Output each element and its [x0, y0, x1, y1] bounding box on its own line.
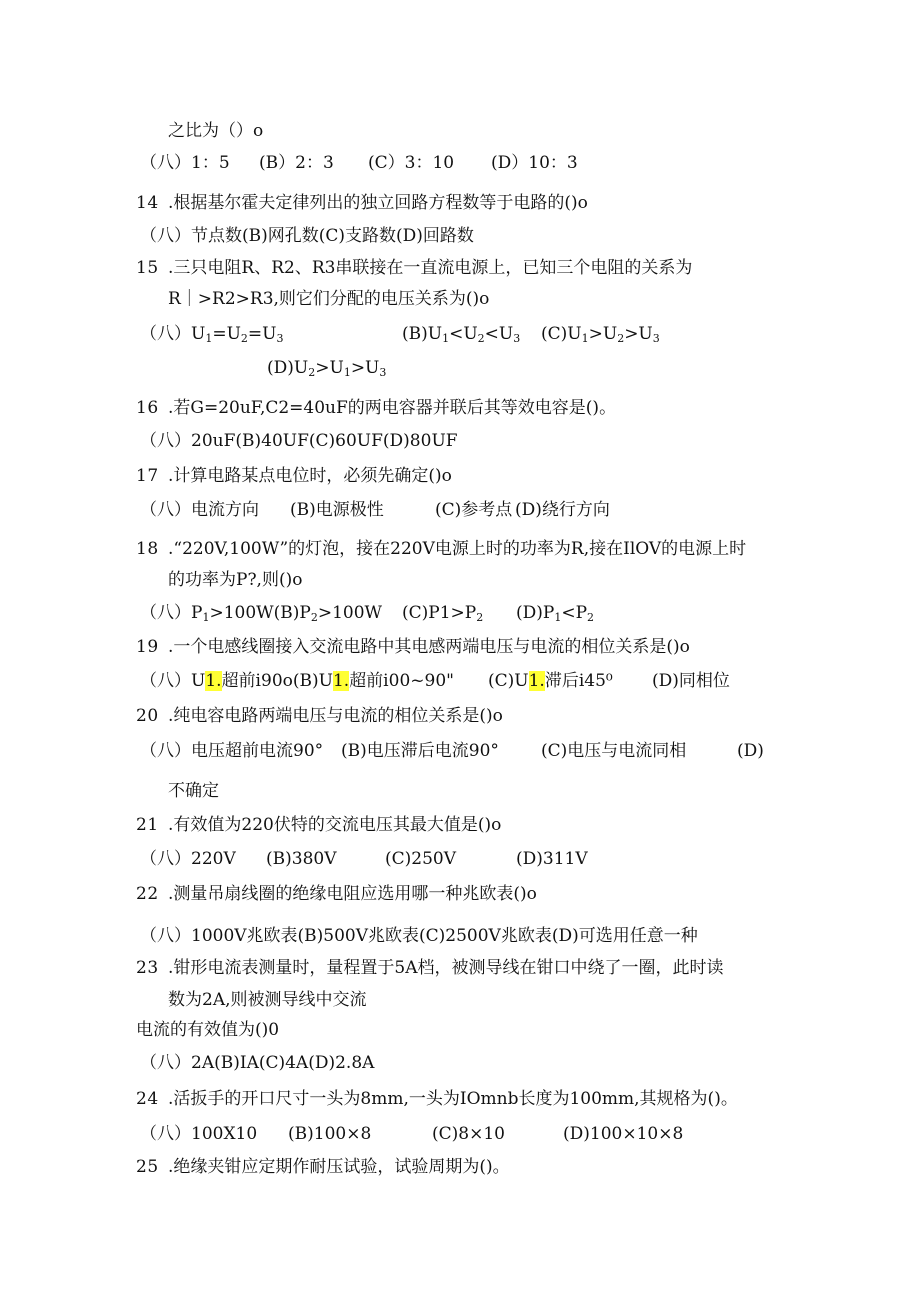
question-text-cont: 数为2A,则被测导线中交流 — [168, 990, 367, 1010]
question-number: 15 — [136, 258, 159, 278]
question-text: .若G=20uF,C2=40uF的两电容器并联后其等效电容是()。 — [168, 398, 617, 418]
option-b: (B）2：3 — [259, 153, 334, 173]
question-text: .三只电阻R、R2、R3串联接在一直流电源上，已知三个电阻的关系为 — [168, 258, 693, 278]
question-text: .测量吊扇线圈的绝缘电阻应选用哪一种兆欧表()o — [168, 884, 537, 904]
option-d: (D) — [737, 741, 764, 761]
options-line: （八）20uF(B)40UF(C)60UF(D)80UF — [140, 431, 458, 451]
option-d: $(D)U_2>U_1>U_3$ — [267, 358, 387, 379]
question-number: 19 — [136, 637, 159, 657]
question-number: 21 — [136, 815, 159, 835]
option-d: (D)绕行方向 — [515, 500, 610, 520]
option-a-b: （八）$P_1>100W(B)P_2>100W$ — [140, 603, 382, 624]
option-b: (B)100×8 — [288, 1124, 372, 1144]
option-c: (C)参考点 — [435, 500, 513, 520]
option-c: $(C)P1>P_2$ — [402, 603, 484, 624]
continuation-line: 之比为（）o — [168, 121, 264, 141]
question-text-cont: 电流的有效值为()0 — [136, 1020, 280, 1040]
option-d: (D)311V — [516, 849, 588, 869]
option-d: $(D)P_1<P_2$ — [516, 603, 595, 624]
option-b: (B)380V — [266, 849, 337, 869]
question-number: 17 — [136, 466, 159, 486]
highlight-mark: 1. — [205, 671, 222, 691]
option-a-b: （八）U1.超前i90o(B)U1.超前i00~90" — [140, 671, 454, 691]
question-number: 16 — [136, 398, 159, 418]
option-c: (C)电压与电流同相 — [541, 741, 687, 761]
options-line: （八）2A(B)IA(C)4A(D)2.8A — [140, 1053, 375, 1073]
highlight-mark: 1. — [528, 671, 545, 691]
option-b: $(B)U_1<U_2<U_3$ — [402, 324, 521, 345]
option-b: (B)电压滞后电流90° — [341, 741, 499, 761]
option-b: (B)电源极性 — [290, 500, 384, 520]
option-c: (C）3：10 — [368, 153, 455, 173]
question-text-cont: 的功率为P?,则()o — [168, 570, 303, 590]
option-a: （八）电流方向 — [140, 500, 259, 520]
question-text: .纯电容电路两端电压与电流的相位关系是()o — [168, 706, 503, 726]
question-number: 23 — [136, 958, 159, 978]
question-text: .计算电路某点电位时，必须先确定()o — [168, 466, 452, 486]
options-line: （八）1000V兆欧表(B)500V兆欧表(C)2500V兆欧表(D)可选用任意一种 — [140, 926, 698, 946]
question-text: .有效值为220伏特的交流电压其最大值是()o — [168, 815, 502, 835]
option-a: （八）$U_1=U_2=U_3$ — [140, 324, 284, 345]
question-number: 14 — [136, 193, 159, 213]
options-line: （八）节点数(B)网孔数(C)支路数(D)回路数 — [140, 226, 474, 246]
option-d-cont: 不确定 — [168, 781, 219, 801]
question-text: .根据基尔霍夫定律列出的独立回路方程数等于电路的()o — [168, 193, 588, 213]
option-a: （八）100X10 — [140, 1124, 258, 1144]
option-c: (C)250V — [385, 849, 456, 869]
option-d: (D)100×10×8 — [563, 1124, 684, 1144]
highlight-mark: 1. — [332, 671, 350, 691]
option-a: （八）1：5 — [140, 153, 230, 173]
question-text: .绝缘夹钳应定期作耐压试验，试验周期为()。 — [168, 1157, 510, 1177]
option-c: $(C)U_1>U_2>U_3$ — [541, 324, 660, 345]
option-c: (C)U1.滞后i45⁰ — [488, 671, 613, 691]
option-d: (D）10：3 — [491, 153, 578, 173]
question-number: 18 — [136, 539, 159, 559]
option-d: (D)同相位 — [652, 671, 730, 691]
question-text: .“220V,100W”的灯泡，接在220V电源上时的功率为R,接在IlOV的电源上时 — [168, 539, 747, 559]
option-c: (C)8×10 — [432, 1124, 505, 1144]
question-text: .一个电感线圈接入交流电路中其电感两端电压与电流的相位关系是()o — [168, 637, 690, 657]
question-text: .钳形电流表测量时，量程置于5A档，被测导线在钳口中绕了一圈，此时读 — [168, 958, 724, 978]
option-a: （八）220V — [140, 849, 236, 869]
option-a: （八）电压超前电流90° — [140, 741, 324, 761]
question-text-cont: R｜>R2>R3,则它们分配的电压关系为()o — [168, 289, 490, 309]
question-number: 24 — [136, 1089, 159, 1109]
question-number: 22 — [136, 884, 159, 904]
question-text: .活扳手的开口尺寸一头为8mm,一头为IOmnb长度为100mm,其规格为()。 — [168, 1089, 738, 1109]
question-number: 25 — [136, 1157, 159, 1177]
question-number: 20 — [136, 706, 159, 726]
